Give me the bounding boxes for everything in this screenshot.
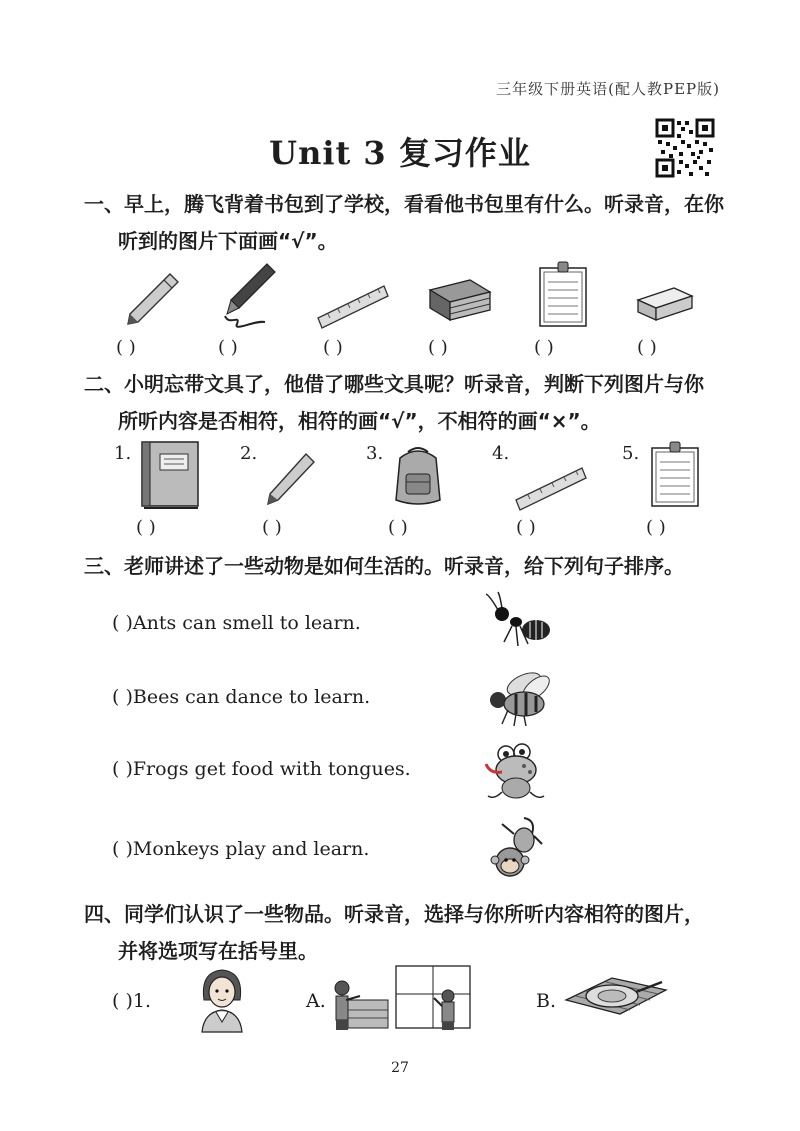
ruler-icon: [318, 286, 388, 328]
section2-answer-4[interactable]: ( ): [516, 517, 536, 538]
qr-code-icon: [655, 118, 715, 178]
sentence-row-4: [112, 838, 369, 860]
pencil-icon: [268, 454, 314, 504]
option-a-label: A.: [306, 990, 326, 1012]
ant-icon: [484, 592, 556, 654]
plate-on-mat-icon: [556, 974, 668, 1018]
section2-number-3: 3.: [366, 443, 384, 464]
pencil-icon: [128, 274, 178, 324]
section1-pictures: [100, 258, 700, 333]
section2-number-4: 4.: [492, 443, 510, 464]
sentence-blank-3[interactable]: ( ): [112, 758, 133, 780]
page-number: 27: [391, 1060, 409, 1076]
page-title: Unit 3 复习作业: [269, 134, 531, 172]
section1-answer-4[interactable]: ( ): [428, 337, 448, 358]
header-note: 三年级下册英语(配人教PEP版): [496, 80, 720, 98]
sentence-text-2: Bees can dance to learn.: [132, 686, 371, 708]
window-cleaning-icon: [396, 966, 470, 1030]
section2-number-1: 1.: [114, 443, 132, 464]
girl-portrait-icon: [198, 966, 246, 1032]
books-icon: [430, 280, 490, 320]
section2-instructions: [84, 366, 704, 440]
bee-icon: [484, 670, 556, 728]
section1-answer-1[interactable]: ( ): [116, 337, 136, 358]
backpack-icon: [396, 448, 440, 504]
sentence-row-3: [112, 758, 411, 780]
pen-icon: [225, 264, 275, 327]
notebook-icon: [142, 442, 198, 508]
notepad-icon: [652, 442, 698, 506]
section4-question-row: [112, 990, 151, 1012]
option-b-label: B.: [536, 990, 557, 1012]
sentence-blank-4[interactable]: ( ): [112, 838, 133, 860]
section2-number-2: 2.: [240, 443, 258, 464]
section2-answer-3[interactable]: ( ): [388, 517, 408, 538]
section1-line1: 一、早上，腾飞背着书包到了学校，看看他书包里有什么。听录音，在你: [84, 192, 724, 216]
notepad-icon: [540, 262, 586, 326]
section2-answer-1[interactable]: ( ): [136, 517, 156, 538]
section2-answer-5[interactable]: ( ): [646, 517, 666, 538]
sentence-blank-1[interactable]: ( ): [112, 612, 133, 634]
section4-item-number: 1.: [132, 990, 152, 1012]
section1-line2: 听到的图片下面画“√”。: [118, 229, 338, 253]
frog-icon: [482, 740, 548, 802]
ruler-icon: [516, 468, 586, 510]
section2-number-5: 5.: [622, 443, 640, 464]
section2-pictures: [130, 440, 720, 515]
section3-instructions: [84, 548, 684, 585]
section2-answer-2[interactable]: ( ): [262, 517, 282, 538]
section2-line2: 所听内容是否相符，相符的画“√”，不相符的画“×”。: [118, 409, 601, 433]
option-a-picture: [330, 966, 475, 1032]
section3-line1: 三、老师讲述了一些动物是如何生活的。听录音，给下列句子排序。: [84, 554, 684, 578]
sentence-text-4: Monkeys play and learn.: [132, 838, 370, 860]
sentence-text-1: Ants can smell to learn.: [132, 612, 361, 634]
section2-line1: 二、小明忘带文具了，他借了哪些文具呢？听录音，判断下列图片与你: [84, 372, 704, 396]
sentence-row-2: [112, 686, 370, 708]
section1-answer-6[interactable]: ( ): [637, 337, 657, 358]
sentence-text-3: Frogs get food with tongues.: [132, 758, 411, 780]
section4-instructions: [84, 896, 704, 970]
section1-answer-5[interactable]: ( ): [534, 337, 554, 358]
section4-line2: 并将选项写在括号里。: [118, 939, 318, 963]
section1-answer-2[interactable]: ( ): [218, 337, 238, 358]
section1-answer-3[interactable]: ( ): [323, 337, 343, 358]
section4-blank[interactable]: ( ): [112, 990, 133, 1012]
monkey-icon: [484, 814, 550, 884]
eraser-icon: [638, 288, 692, 320]
sentence-blank-2[interactable]: ( ): [112, 686, 133, 708]
section1-instructions: [84, 186, 724, 260]
cleaning-desk-icon: [335, 981, 388, 1030]
section4-line1: 四、同学们认识了一些物品。听录音，选择与你所听内容相符的图片，: [84, 902, 704, 926]
sentence-row-1: [112, 612, 361, 634]
